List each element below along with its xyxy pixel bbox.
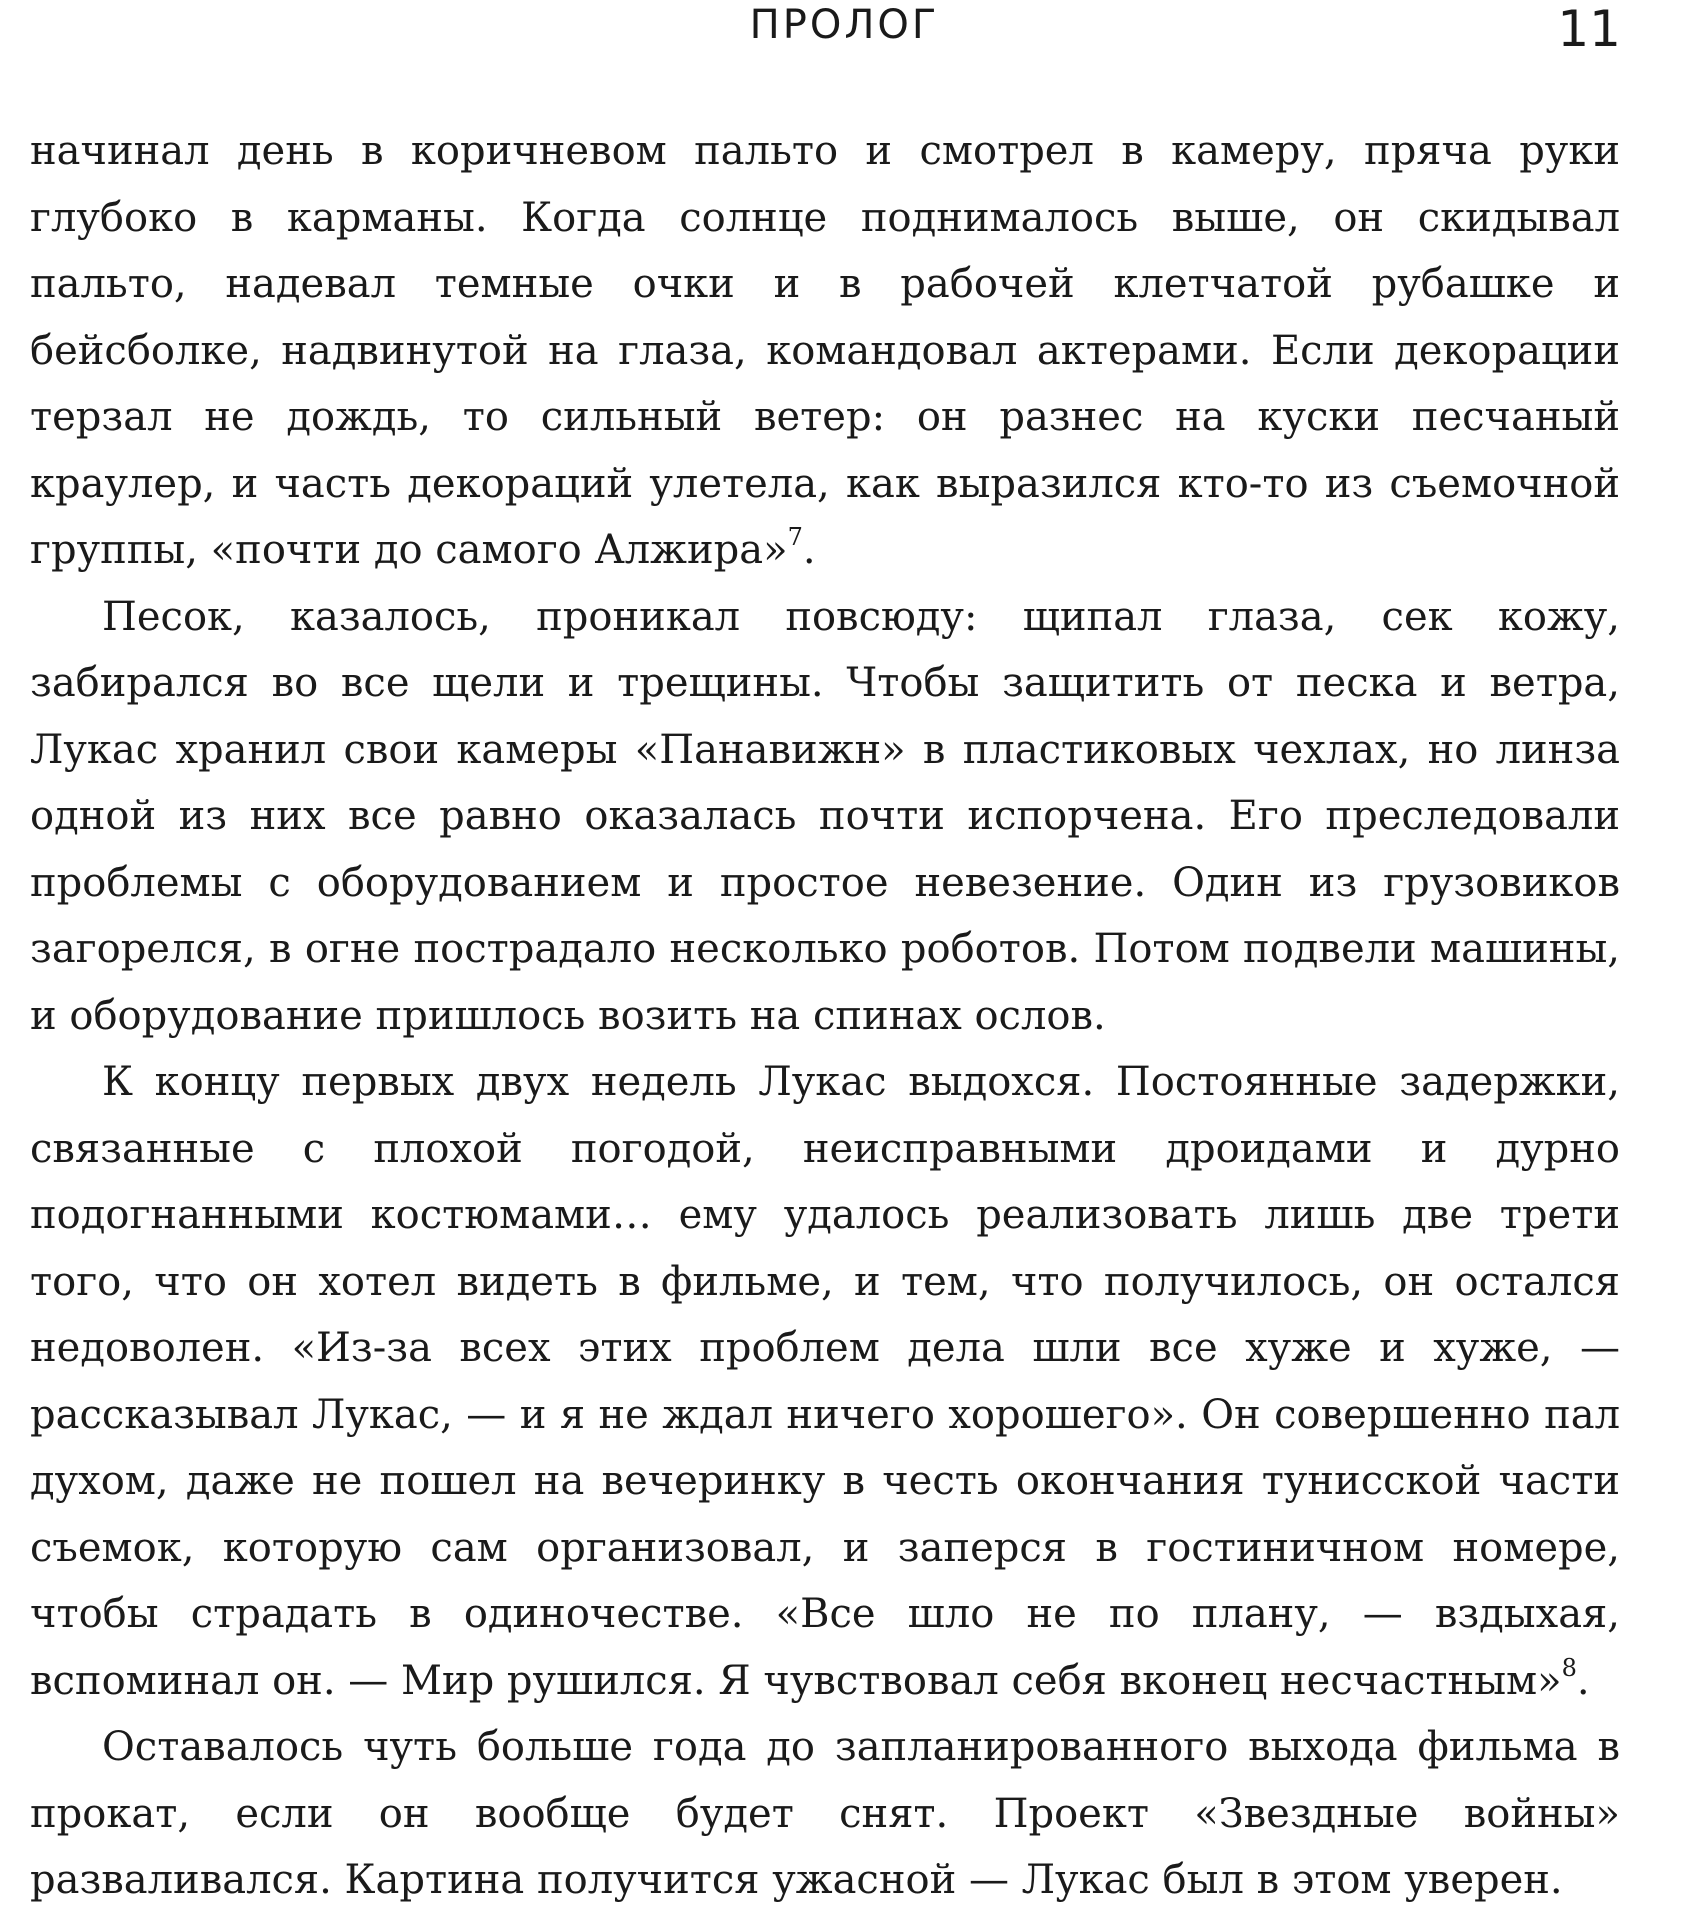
paragraph-text: Оставалось чуть больше года до запланированного выхода фильма в прокат, если он вообще будет снят. Проект «Звездные войны» разваливался. Картина получится ужасной — Лукас был в этом уверен. bbox=[30, 1724, 1620, 1903]
paragraph-tail: . bbox=[1576, 1657, 1590, 1704]
running-head bbox=[0, 0, 1689, 100]
paragraph-text: К концу первых двух недель Лукас выдохся. Постоянные задержки, связанные с плохой погодой, неисправными дроидами и дурно подогнанными костюмами… ему удалось реализовать лишь две трети того, что он хотел видеть в фильме, и тем, что получилось, он остался недоволен. «Из-за всех этих проблем дела шли все хуже и хуже, — рассказывал Лукас, — и я не ждал ничего хорошего». Он совершенно пал духом, даже не пошел на вечеринку в честь окончания тунисской части съемок, которую сам организовал, и заперся в гостиничном номере, чтобы страдать в одиночестве. «Все шло не по плану, — вздыхая, вспоминал он. — Мир рушился. Я чувствовал себя вконец несчастным» bbox=[30, 1059, 1620, 1704]
footnote-ref-8[interactable]: 8 bbox=[1561, 1653, 1577, 1682]
paragraph-text: начинал день в коричневом пальто и смотрел в камеру, пряча руки глубоко в карманы. Когда солнце поднималось выше, он скидывал пальто, надевал темные очки и в рабочей клетчатой рубашке и бейсболке, надвинутой на глаза, командовал актерами. Если декорации терзал не дождь, то сильный ветер: он разнес на куски песчаный краулер, и часть декораций улетела, как выразился кто-то из съемочной группы, «почти до самого Алжира» bbox=[30, 128, 1620, 573]
page-number: 11 bbox=[1557, 0, 1621, 58]
paragraph-text: Песок, казалось, проникал повсюду: щипал глаза, сек кожу, забирался во все щели и трещины. Чтобы защитить от песка и ветра, Лукас хранил свои камеры «Панавижн» в пластиковых чехлах, но линза одной из них все равно оказалась почти испорчена. Его преследовали проблемы с оборудованием и простое невезение. Один из грузовиков загорелся, в огне пострадало несколько роботов. Потом подвели машины, и оборудование пришлось возить на спинах ослов. bbox=[30, 593, 1620, 1039]
paragraph-4 bbox=[30, 1714, 1620, 1914]
running-title: ПРОЛОГ bbox=[749, 2, 940, 48]
footnote-ref-7[interactable]: 7 bbox=[787, 523, 803, 551]
paragraph-3 bbox=[30, 1049, 1620, 1714]
body-text bbox=[30, 118, 1620, 1914]
paragraph-2 bbox=[30, 584, 1620, 1050]
paragraph-1 bbox=[30, 118, 1620, 584]
paragraph-tail: . bbox=[802, 527, 816, 573]
